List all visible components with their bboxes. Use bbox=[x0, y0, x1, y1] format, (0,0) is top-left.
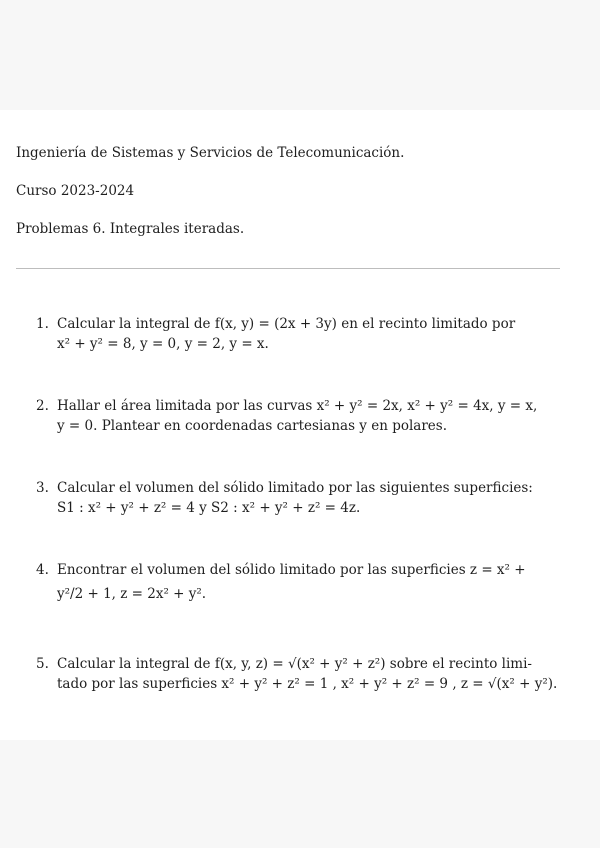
problem-number: 4. bbox=[36, 562, 49, 578]
problem-text-line: Encontrar el volumen del sólido limitado por las superficies z = x² + bbox=[57, 562, 526, 578]
institution-line: Ingeniería de Sistemas y Servicios de Telecomunicación. bbox=[16, 145, 405, 161]
problem-text-line: Calcular la integral de f(x, y, z) = √(x² + y² + z²) sobre el recinto limi- bbox=[57, 656, 532, 672]
document-header bbox=[16, 144, 404, 258]
problem-text-line: Calcular el volumen del sólido limitado por las siguientes superficies: bbox=[57, 480, 533, 496]
problem-number: 3. bbox=[36, 480, 49, 496]
problem-number: 5. bbox=[36, 656, 49, 672]
problem-text-line: tado por las superficies x² + y² + z² = 1 , x² + y² + z² = 9 , z = √(x² + y²). bbox=[57, 676, 558, 692]
problem-text-line: x² + y² = 8, y = 0, y = 2, y = x. bbox=[57, 336, 269, 352]
horizontal-divider bbox=[16, 268, 560, 269]
problem-number: 1. bbox=[36, 316, 49, 332]
problem-text-line: y = 0. Plantear en coordenadas cartesianas y en polares. bbox=[57, 418, 447, 434]
problem-text-line: S1 : x² + y² + z² = 4 y S2 : x² + y² + z² = 4z. bbox=[57, 500, 361, 516]
problem-text-line: Calcular la integral de f(x, y) = (2x + 3y) en el recinto limitado por bbox=[57, 316, 516, 332]
title-line: Problemas 6. Integrales iteradas. bbox=[16, 221, 245, 237]
course-line: Curso 2023-2024 bbox=[16, 183, 135, 199]
document-page bbox=[0, 110, 600, 740]
problem-text-line: Hallar el área limitada por las curvas x² + y² = 2x, x² + y² = 4x, y = x, bbox=[57, 398, 538, 414]
problem-number: 2. bbox=[36, 398, 49, 414]
problem-text-line: y²/2 + 1, z = 2x² + y². bbox=[57, 586, 207, 602]
